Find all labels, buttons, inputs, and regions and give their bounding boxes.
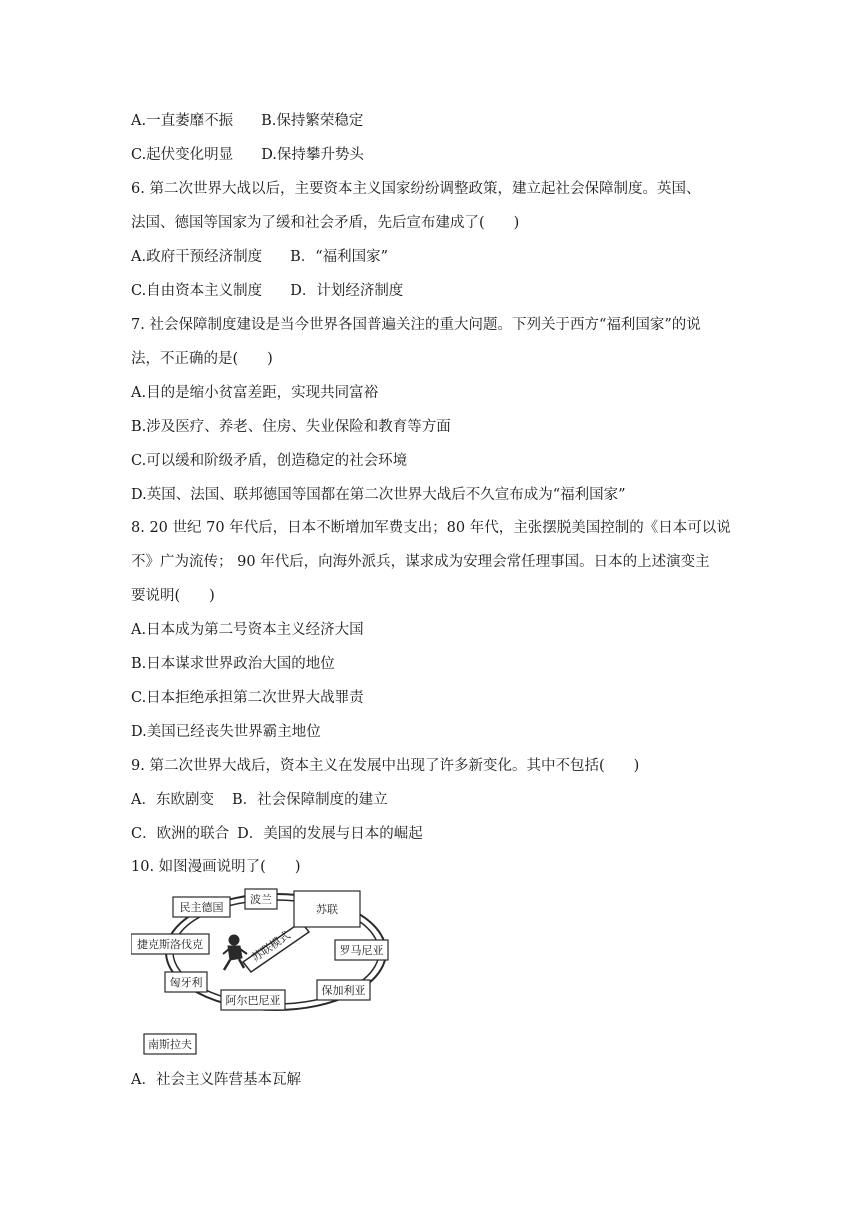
q6-options-row-2 bbox=[131, 281, 403, 301]
svg-text:匈牙利: 匈牙利 bbox=[169, 976, 203, 989]
q5-option-a: A.一直萎靡不振 bbox=[131, 113, 234, 129]
q5-options-row-1 bbox=[131, 111, 363, 131]
q6-option-b: B．“福利国家” bbox=[290, 249, 389, 265]
q8-stem-line-3: 要说明( ) bbox=[131, 588, 215, 604]
box-poland bbox=[245, 889, 277, 909]
svg-text:保加利亚: 保加利亚 bbox=[321, 984, 366, 997]
q8-option-b: B.日本谋求世界政治大国的地位 bbox=[131, 656, 335, 672]
svg-text:捷克斯洛伐克: 捷克斯洛伐克 bbox=[137, 938, 203, 951]
q9-options-row-1 bbox=[131, 790, 388, 810]
q9-option-d: D．美国的发展与日本的崛起 bbox=[237, 826, 423, 842]
soviet-model-cartoon bbox=[131, 884, 401, 1056]
box-albania bbox=[221, 990, 285, 1010]
svg-text:民主德国: 民主德国 bbox=[179, 901, 224, 914]
q6-stem-line-1: 6. 第二次世界大战以后，主要资本主义国家纷纷调整政策，建立起社会保障制度。英国、 bbox=[131, 181, 701, 197]
box-yugoslavia bbox=[144, 1034, 196, 1054]
soviet-model-bar bbox=[243, 922, 309, 972]
box-hungary bbox=[165, 972, 207, 992]
box-east-germany bbox=[173, 897, 230, 917]
q10-option-a: A．社会主义阵营基本瓦解 bbox=[131, 1072, 301, 1088]
running-figure-icon bbox=[223, 935, 247, 970]
svg-text:阿尔巴尼亚: 阿尔巴尼亚 bbox=[225, 994, 281, 1007]
q5-option-d: D.保持攀升势头 bbox=[261, 147, 364, 163]
box-romania bbox=[335, 940, 388, 960]
q6-stem-line-2: 法国、德国等国家为了缓和社会矛盾，先后宣布建成了( ) bbox=[131, 215, 520, 231]
svg-text:波兰: 波兰 bbox=[250, 893, 272, 906]
q8-stem-line-1: 8. 20 世纪 70 年代后，日本不断增加军费支出；80 年代，主张摆脱美国控制的《日本可以说 bbox=[131, 520, 731, 536]
q5-option-c: C.起伏变化明显 bbox=[131, 147, 234, 163]
box-czechoslovakia bbox=[131, 934, 209, 954]
q6-option-d: D．计划经济制度 bbox=[290, 283, 404, 299]
svg-text:苏联: 苏联 bbox=[316, 903, 338, 916]
q8-option-a: A.日本成为第二号资本主义经济大国 bbox=[131, 622, 364, 638]
q5-option-b: B.保持繁荣稳定 bbox=[261, 113, 364, 129]
q9-options-row-2 bbox=[131, 824, 423, 844]
q7-option-d: D.英国、法国、联邦德国等国都在第二次世界大战后不久宣布成为“福利国家” bbox=[131, 487, 626, 503]
q5-options-row-2 bbox=[131, 145, 364, 165]
q8-option-c: C.日本拒绝承担第二次世界大战罪责 bbox=[131, 690, 364, 706]
q7-option-a: A.目的是缩小贫富差距，实现共同富裕 bbox=[131, 385, 379, 401]
q7-stem-line-2: 法，不正确的是( ) bbox=[131, 351, 273, 367]
q7-option-b: B.涉及医疗、养老、住房、失业保险和教育等方面 bbox=[131, 419, 451, 435]
q9-option-b: B．社会保障制度的建立 bbox=[231, 792, 388, 808]
q9-option-a: A．东欧剧变 bbox=[131, 792, 214, 808]
q7-stem-line-1: 7. 社会保障制度建设是当今世界各国普遍关注的重大问题。下列关于西方“福利国家”的说 bbox=[131, 317, 701, 333]
q10-stem: 10. 如图漫画说明了( ) bbox=[131, 859, 301, 875]
label-soviet-model: 苏联模式 bbox=[249, 928, 293, 965]
q8-stem-line-2: 不》广为流传； 90 年代后，向海外派兵，谋求成为安理会常任理事国。日本的上述演变主 bbox=[131, 554, 710, 570]
q6-option-c: C.自由资本主义制度 bbox=[131, 283, 263, 299]
q6-option-a: A.政府干预经济制度 bbox=[131, 249, 263, 265]
q6-options-row-1 bbox=[131, 247, 388, 267]
box-soviet-union bbox=[294, 891, 360, 927]
q7-option-c: C.可以缓和阶级矛盾，创造稳定的社会环境 bbox=[131, 453, 408, 469]
q8-option-d: D.美国已经丧失世界霸主地位 bbox=[131, 724, 321, 740]
svg-text:罗马尼亚: 罗马尼亚 bbox=[339, 944, 384, 957]
svg-text:南斯拉夫: 南斯拉夫 bbox=[148, 1038, 192, 1051]
box-bulgaria bbox=[317, 980, 370, 1000]
q9-option-c: C．欧洲的联合 bbox=[131, 826, 230, 842]
q9-stem: 9. 第二次世界大战后，资本主义在发展中出现了许多新变化。其中不包括( ) bbox=[131, 758, 640, 774]
